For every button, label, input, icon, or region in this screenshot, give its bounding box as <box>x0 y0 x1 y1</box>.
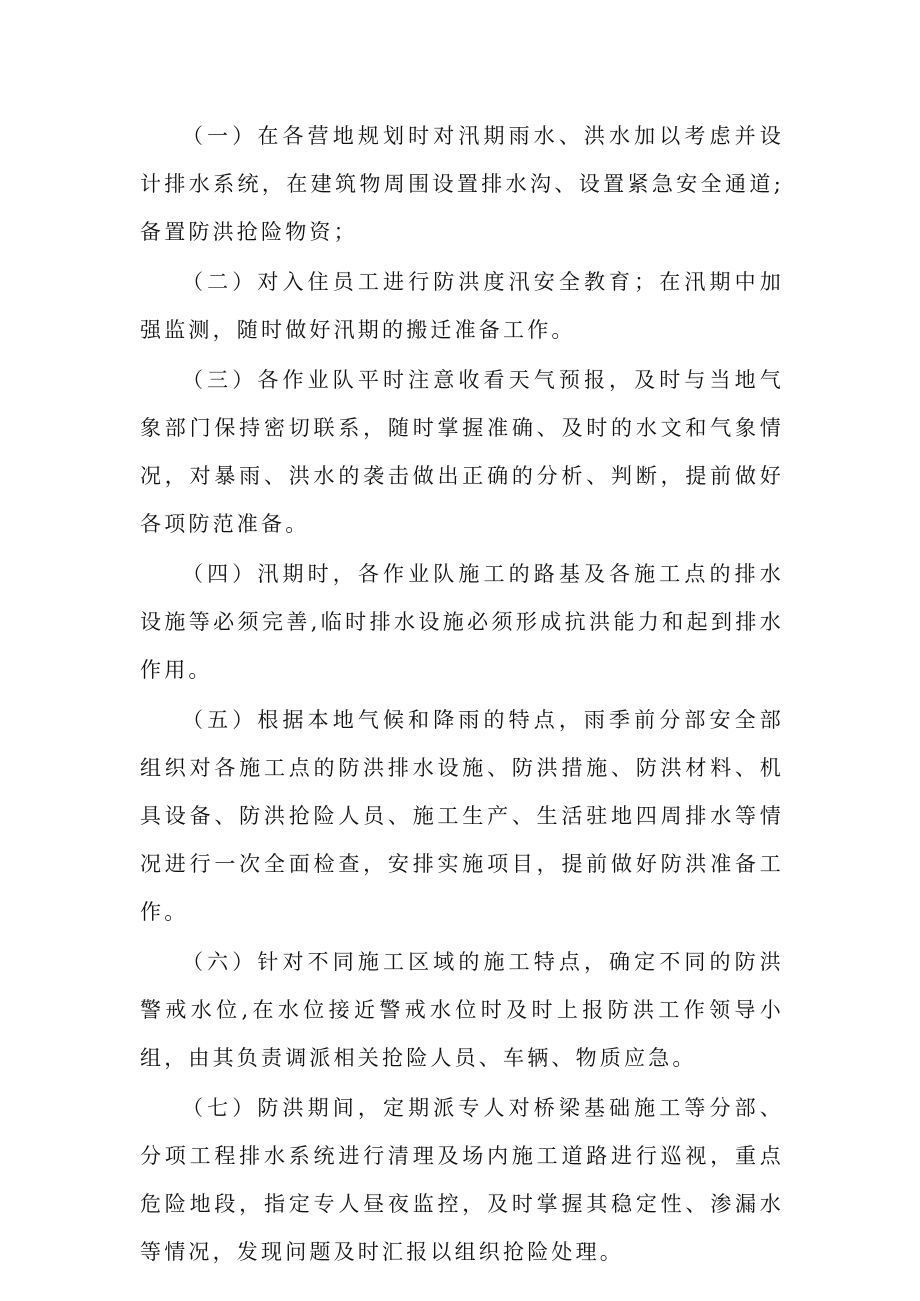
paragraph-5: （五）根据本地气候和降雨的特点，雨季前分部安全部组织对各施工点的防洪排水设施、防洪措施、防洪材料、机具设备、防洪抢险人员、施工生产、生活驻地四周排水等情况进行一次全面检查，安排实施项目，提前做好防洪准备工作。 <box>140 708 784 924</box>
paragraph-3: （三）各作业队平时注意收看天气预报，及时与当地气象部门保持密切联系，随时掌握准确、及时的水文和气象情况，对暴雨、洪水的袭击做出正确的分析、判断，提前做好各项防范准备。 <box>140 368 784 536</box>
paragraph-6: （六）针对不同施工区域的施工特点，确定不同的防洪警戒水位,在水位接近警戒水位时及时上报防洪工作领导小组，由其负责调派相关抢险人员、车辆、物质应急。 <box>140 950 784 1070</box>
document-body <box>140 112 784 1278</box>
paragraph-1: （一）在各营地规划时对汛期雨水、洪水加以考虑并设计排水系统，在建筑物周围设置排水沟、设置紧急安全通道;备置防洪抢险物资； <box>140 124 784 244</box>
paragraph-7: （七）防洪期间，定期派专人对桥梁基础施工等分部、分项工程排水系统进行清理及场内施工道路进行巡视，重点危险地段，指定专人昼夜监控，及时掌握其稳定性、渗漏水等情况，发现问题及时汇报以组织抢险处理。 <box>140 1096 784 1264</box>
paragraph-4: （四）汛期时，各作业队施工的路基及各施工点的排水设施等必须完善,临时排水设施必须形成抗洪能力和起到排水作用。 <box>140 562 784 682</box>
paragraph-2: （二）对入住员工进行防洪度汛安全教育；在汛期中加强监测，随时做好汛期的搬迁准备工作。 <box>140 270 784 342</box>
